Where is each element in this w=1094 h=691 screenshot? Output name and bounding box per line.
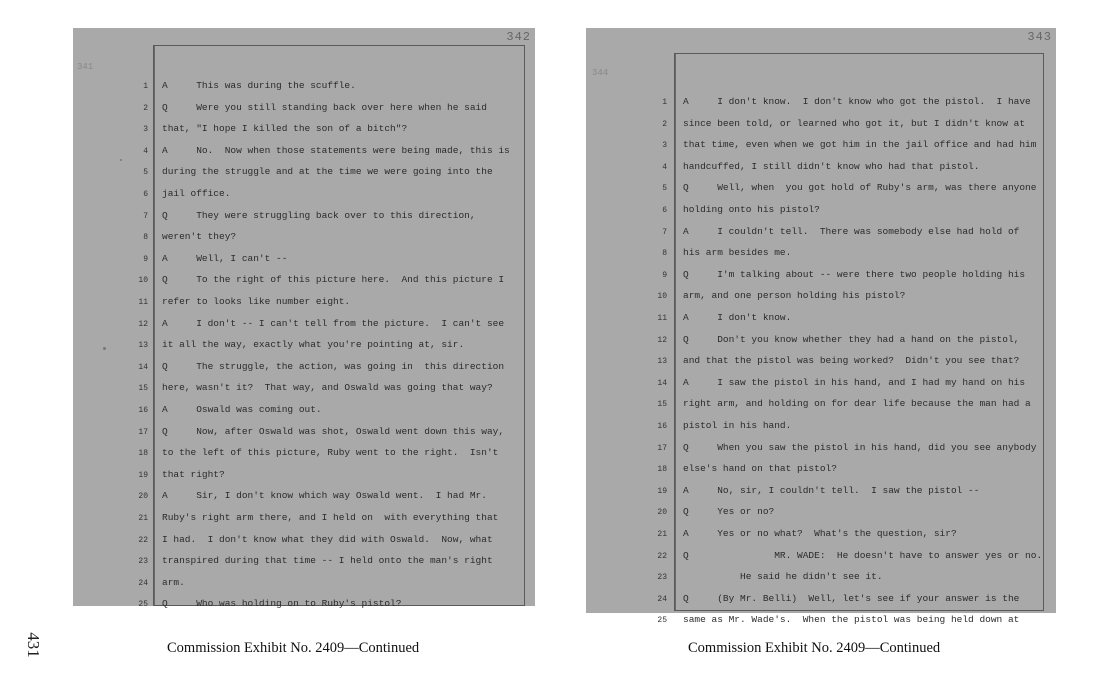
line-number: 5 bbox=[143, 168, 148, 178]
line-number: 7 bbox=[662, 227, 667, 237]
transcript-line: A Well, I can't -- bbox=[162, 252, 288, 264]
line-number: 21 bbox=[657, 530, 667, 539]
transcript-line: I had. I don't know what they did with Oswald. Now, what bbox=[162, 533, 493, 545]
scan-speck bbox=[120, 159, 122, 161]
line-number: 15 bbox=[657, 400, 667, 410]
transcript-line: A Sir, I don't know which way Oswald went. I had Mr. bbox=[162, 490, 487, 502]
transcript-line: same as Mr. Wade's. When the pistol was being held down at bbox=[683, 614, 1020, 626]
line-number: 10 bbox=[138, 276, 148, 286]
transcript-line: holding onto his pistol? bbox=[683, 204, 820, 215]
transcript-line: weren't they? bbox=[162, 231, 237, 243]
line-number: 6 bbox=[662, 206, 667, 215]
line-number: 1 bbox=[662, 98, 667, 107]
transcript-line: Q Were you still standing back over here when he said bbox=[162, 101, 487, 113]
line-number: 12 bbox=[138, 319, 148, 329]
transcript-line: Ruby's right arm there, and I held on with everything that bbox=[162, 512, 499, 523]
transcript-line: arm, and one person holding his pistol? bbox=[683, 290, 906, 302]
line-number: 13 bbox=[138, 341, 148, 351]
transcript-line: his arm besides me. bbox=[683, 247, 792, 259]
line-number: 18 bbox=[657, 465, 667, 475]
transcript-line: that right? bbox=[162, 468, 225, 480]
transcript-line: A No. Now when those statements were being made, this is bbox=[162, 144, 510, 156]
line-number: 21 bbox=[138, 514, 148, 523]
transcript-line: Q I'm talking about -- were there two people holding his bbox=[683, 268, 1026, 280]
line-number: 9 bbox=[662, 270, 667, 280]
line-number: 20 bbox=[138, 492, 148, 502]
transcript-line: Q Don't you know whether they had a hand on the pistol, bbox=[683, 333, 1020, 345]
line-number: 11 bbox=[657, 314, 667, 323]
line-number: 12 bbox=[657, 335, 667, 345]
line-number: 18 bbox=[138, 449, 148, 459]
line-number: 17 bbox=[138, 427, 148, 437]
transcript-line: Q To the right of this picture here. And this picture I bbox=[162, 274, 505, 286]
line-number: 14 bbox=[657, 378, 667, 388]
right-exhibit-caption: Commission Exhibit No. 2409—Continued bbox=[688, 640, 941, 656]
left-exhibit-caption: Commission Exhibit No. 2409—Continued bbox=[167, 640, 420, 656]
right-corner-mark: 344 bbox=[592, 68, 609, 78]
line-number: 19 bbox=[657, 486, 667, 496]
transcript-line: Q Well, when you got hold of Ruby's arm, was there anyone bbox=[683, 182, 1037, 194]
right-page-frame bbox=[657, 53, 1044, 626]
line-number: 23 bbox=[657, 573, 667, 583]
line-number: 23 bbox=[138, 557, 148, 567]
line-number: 25 bbox=[657, 616, 667, 626]
line-number: 4 bbox=[143, 146, 148, 156]
line-number: 10 bbox=[657, 292, 667, 302]
transcript-line: that, "I hope I killed the son of a bitch"? bbox=[162, 123, 408, 135]
line-number: 9 bbox=[143, 254, 148, 264]
left-page-frame bbox=[138, 45, 525, 610]
line-number: 22 bbox=[138, 535, 148, 545]
line-number: 24 bbox=[657, 594, 667, 604]
right-page-number: 343 bbox=[1027, 30, 1052, 44]
transcript-line: since been told, or learned who got it, but I didn't know at bbox=[683, 117, 1026, 129]
line-number: 8 bbox=[143, 233, 148, 243]
transcript-line: transpired during that time -- I held onto the man's right bbox=[162, 555, 493, 567]
transcript-line: refer to looks like number eight. bbox=[162, 296, 351, 307]
transcript-line: Q Now, after Oswald was shot, Oswald went down this way, bbox=[162, 425, 505, 437]
transcript-line: Q Yes or no? bbox=[683, 506, 775, 518]
line-number: 14 bbox=[138, 362, 148, 372]
line-number: 8 bbox=[662, 249, 667, 259]
line-number: 3 bbox=[143, 125, 148, 135]
transcript-line: A I don't know. I don't know who got the pistol. I have bbox=[683, 96, 1031, 107]
transcript-line: that time, even when we got him in the jail office and had him bbox=[683, 139, 1037, 151]
transcript-line: right arm, and holding on for dear life because the man had a bbox=[683, 398, 1031, 410]
left-page-number: 342 bbox=[506, 30, 531, 44]
transcript-line: pistol in his hand. bbox=[683, 420, 792, 431]
transcript-line: during the struggle and at the time we were going into the bbox=[162, 166, 493, 178]
transcript-line: to the left of this picture, Ruby went to the right. Isn't bbox=[162, 447, 499, 459]
line-number: 20 bbox=[657, 508, 667, 518]
line-number: 25 bbox=[138, 600, 148, 610]
left-corner-mark: 341 bbox=[77, 62, 94, 72]
transcript-line: A Yes or no what? What's the question, sir? bbox=[683, 528, 957, 539]
line-number: 16 bbox=[657, 422, 667, 431]
line-number: 15 bbox=[138, 384, 148, 394]
line-number: 5 bbox=[662, 184, 667, 194]
transcript-line: Q Who was holding on to Ruby's pistol? bbox=[162, 598, 402, 610]
line-number: 3 bbox=[662, 141, 667, 151]
left-margin-rule bbox=[154, 46, 155, 605]
transcript-line: Q When you saw the pistol in his hand, did you see anybody bbox=[683, 441, 1037, 453]
line-number: 2 bbox=[662, 119, 667, 129]
transcript-line: else's hand on that pistol? bbox=[683, 463, 837, 475]
line-number: 19 bbox=[138, 470, 148, 480]
transcript-line: A Oswald was coming out. bbox=[162, 404, 322, 415]
line-number: 1 bbox=[143, 82, 148, 91]
line-number: 22 bbox=[657, 551, 667, 561]
transcript-line: A This was during the scuffle. bbox=[162, 80, 356, 91]
scan-speck bbox=[103, 347, 106, 350]
transcript-line: Q (By Mr. Belli) Well, let's see if your answer is the bbox=[683, 592, 1020, 604]
line-number: 24 bbox=[138, 578, 148, 588]
line-number: 2 bbox=[143, 103, 148, 113]
volume-page-number: 431 bbox=[24, 632, 43, 658]
line-number: 11 bbox=[138, 298, 148, 307]
transcript-line: A I couldn't tell. There was somebody else had hold of bbox=[683, 225, 1020, 237]
line-number: 6 bbox=[143, 190, 148, 199]
transcript-line: and that the pistol was being worked? Didn't you see that? bbox=[683, 355, 1020, 367]
line-number: 16 bbox=[138, 406, 148, 415]
transcript-line: A I don't know. bbox=[683, 312, 792, 323]
transcript-line: here, wasn't it? That way, and Oswald was going that way? bbox=[162, 382, 493, 394]
right-margin-rule bbox=[675, 54, 676, 610]
transcript-line: Q The struggle, the action, was going in this direction bbox=[162, 360, 505, 372]
transcript-line: He said he didn't see it. bbox=[683, 571, 883, 583]
transcript-line: arm. bbox=[162, 576, 185, 588]
transcript-line: handcuffed, I still didn't know who had that pistol. bbox=[683, 160, 980, 172]
line-number: 4 bbox=[662, 162, 667, 172]
transcript-line: A I don't -- I can't tell from the picture. I can't see bbox=[162, 317, 505, 329]
transcript-line: it all the way, exactly what you're pointing at, sir. bbox=[162, 339, 465, 351]
transcript-line: Q They were struggling back over to this direction, bbox=[162, 209, 476, 221]
right-transcript-page bbox=[586, 28, 1056, 626]
transcript-line: jail office. bbox=[162, 188, 231, 199]
transcript-line: A I saw the pistol in his hand, and I had my hand on his bbox=[683, 376, 1026, 388]
line-number: 13 bbox=[657, 357, 667, 367]
left-transcript-page bbox=[73, 28, 535, 610]
line-number: 7 bbox=[143, 211, 148, 221]
transcript-line: A No, sir, I couldn't tell. I saw the pistol -- bbox=[683, 484, 980, 496]
transcript-line: Q MR. WADE: He doesn't have to answer yes or no. bbox=[683, 549, 1043, 561]
line-number: 17 bbox=[657, 443, 667, 453]
